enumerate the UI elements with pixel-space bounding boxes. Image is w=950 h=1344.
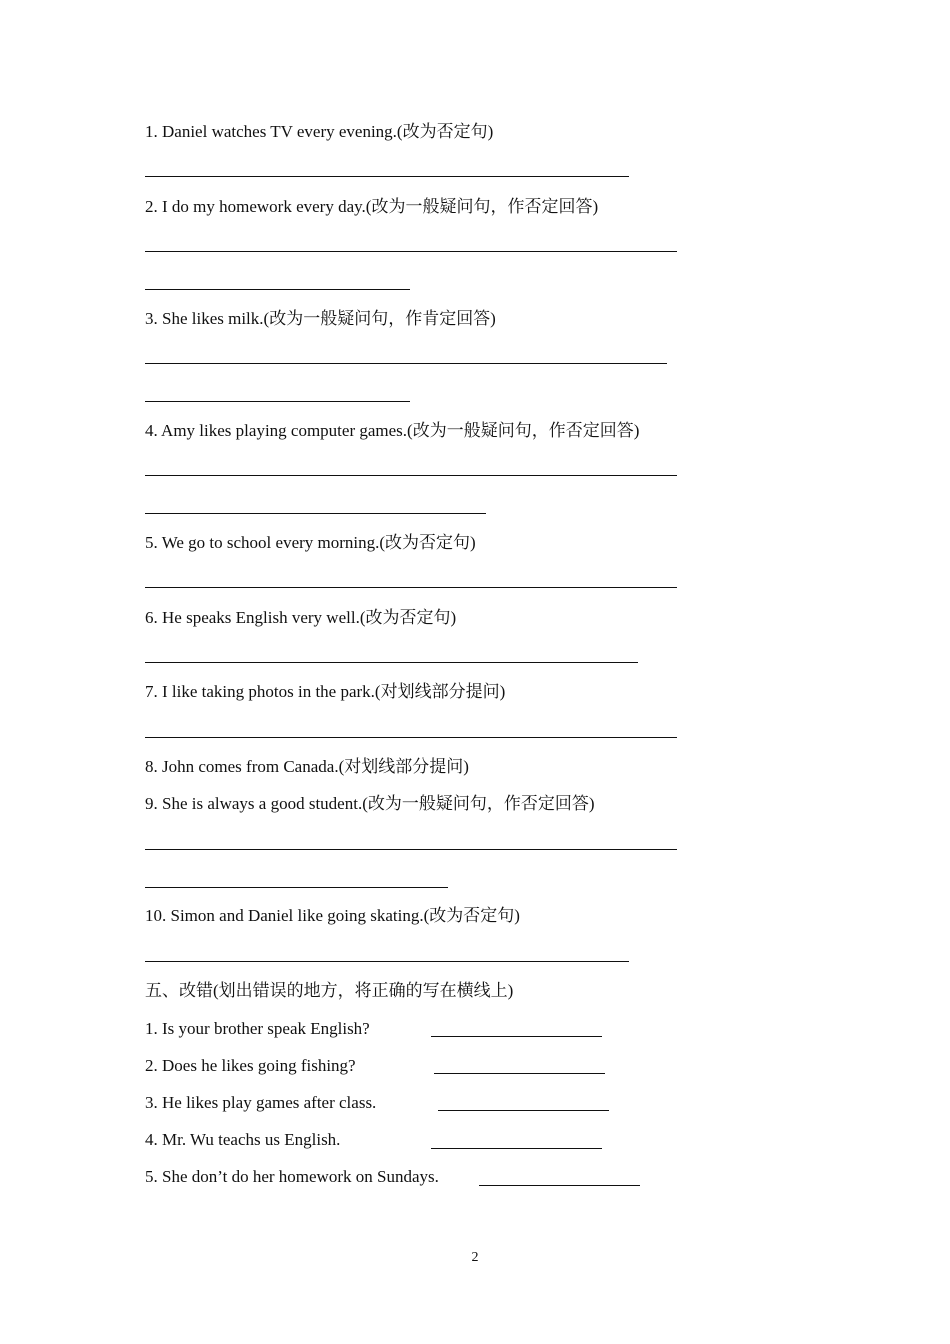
section-heading: 五、改错(划出错误的地方，将正确的写在横线上) bbox=[145, 981, 514, 1000]
question-6: 6. He speaks English very well.(改为否定句) bbox=[145, 608, 457, 627]
question-10: 10. Simon and Daniel like going skating.(改为否定句) bbox=[145, 906, 520, 925]
answer-line[interactable] bbox=[145, 363, 667, 364]
answer-line[interactable] bbox=[145, 513, 486, 514]
question-4: 4. Amy likes playing computer games.(改为一般疑问句，作否定回答) bbox=[145, 421, 640, 440]
correction-item-4: 4. Mr. Wu teachs us English. bbox=[145, 1130, 341, 1149]
correction-blank[interactable] bbox=[479, 1185, 640, 1186]
correction-blank[interactable] bbox=[434, 1073, 605, 1074]
question-8: 8. John comes from Canada.(对划线部分提问) bbox=[145, 757, 469, 776]
correction-item-5: 5. She don’t do her homework on Sundays. bbox=[145, 1167, 439, 1186]
question-3: 3. She likes milk.(改为一般疑问句，作肯定回答) bbox=[145, 309, 496, 328]
question-2: 2. I do my homework every day.(改为一般疑问句，作否定回答) bbox=[145, 197, 599, 216]
answer-line[interactable] bbox=[145, 289, 410, 290]
answer-line[interactable] bbox=[145, 401, 410, 402]
correction-blank[interactable] bbox=[438, 1110, 609, 1111]
correction-item-1: 1. Is your brother speak English? bbox=[145, 1019, 370, 1038]
answer-line[interactable] bbox=[145, 176, 629, 177]
question-1: 1. Daniel watches TV every evening.(改为否定句) bbox=[145, 122, 494, 141]
correction-blank[interactable] bbox=[431, 1036, 602, 1037]
answer-line[interactable] bbox=[145, 251, 677, 252]
correction-item-2: 2. Does he likes going fishing? bbox=[145, 1056, 356, 1075]
answer-line[interactable] bbox=[145, 475, 677, 476]
correction-item-3: 3. He likes play games after class. bbox=[145, 1093, 377, 1112]
question-9: 9. She is always a good student.(改为一般疑问句，作否定回答) bbox=[145, 794, 595, 813]
question-7: 7. I like taking photos in the park.(对划线部分提问) bbox=[145, 682, 506, 701]
answer-line[interactable] bbox=[145, 961, 629, 962]
question-5: 5. We go to school every morning.(改为否定句) bbox=[145, 533, 476, 552]
correction-blank[interactable] bbox=[431, 1148, 602, 1149]
answer-line[interactable] bbox=[145, 662, 638, 663]
answer-line[interactable] bbox=[145, 887, 448, 888]
answer-line[interactable] bbox=[145, 737, 677, 738]
page-number: 2 bbox=[471, 1250, 479, 1265]
answer-line[interactable] bbox=[145, 587, 677, 588]
answer-line[interactable] bbox=[145, 849, 677, 850]
